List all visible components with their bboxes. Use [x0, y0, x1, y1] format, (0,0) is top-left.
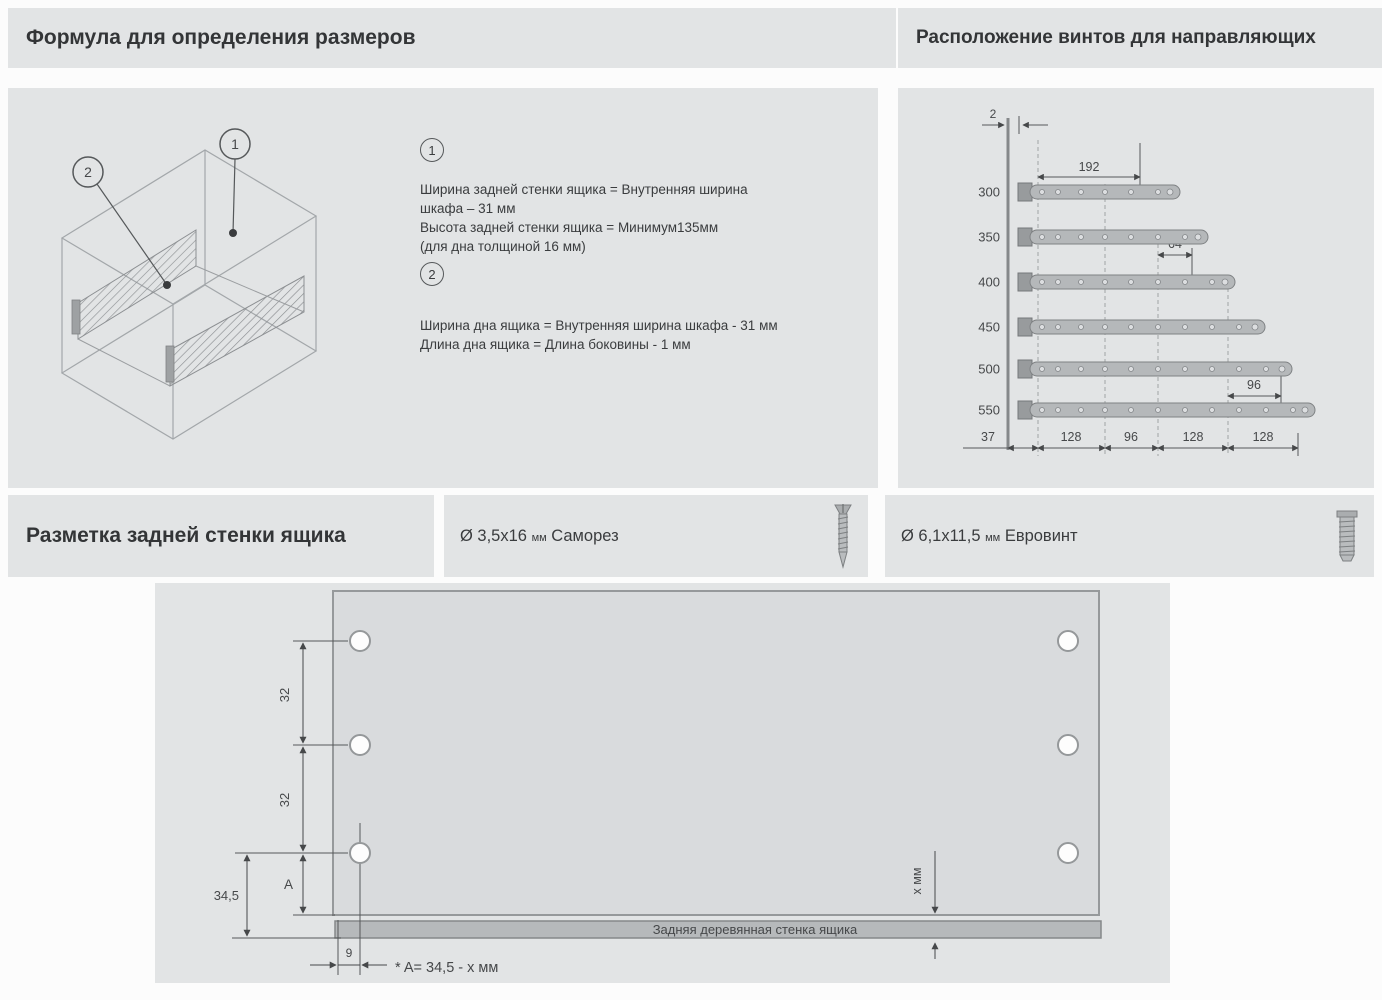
bottom-dim-labels	[981, 430, 1273, 444]
rail-diagram	[898, 88, 1374, 488]
callout-2-dot	[163, 281, 171, 289]
formula-line: (для дна толщиной 16 мм)	[420, 239, 586, 254]
hole-right-middle	[1058, 735, 1078, 755]
formula-note: * A= 34,5 - x мм	[395, 960, 499, 976]
header-screw-layout-text: Расположение винтов для направляющих	[916, 27, 1316, 48]
dim-128c-label: 128	[1252, 430, 1274, 444]
formula-line: Длина дна ящика = Длина боковины - 1 мм	[420, 337, 691, 352]
marking-title-panel	[8, 495, 434, 577]
callout-2	[73, 157, 171, 289]
dim-9-label: 9	[345, 946, 353, 960]
dim-2-label: 2	[989, 107, 997, 121]
hole-right-bottom	[1058, 843, 1078, 863]
header-screw-layout	[898, 8, 1382, 68]
rail-length-labels	[978, 185, 1000, 418]
bar-label: Задняя деревянная стенка ящика	[652, 922, 858, 937]
dim-32b-label: 32	[277, 792, 292, 808]
rail-label-300: 300	[978, 184, 1000, 200]
rail-label-450: 450	[978, 319, 1000, 335]
screw1-panel	[444, 495, 868, 577]
callout-1	[220, 129, 250, 237]
formula-line: Высота задней стенки ящика = Минимум135мм	[420, 220, 719, 235]
back-wall-diagram	[155, 583, 1170, 983]
back-wall-panel-rect	[333, 591, 1099, 915]
rail-label-350: 350	[978, 229, 1000, 245]
dim-32a-label: 32	[277, 687, 292, 703]
dim-128b-label: 128	[1182, 430, 1204, 444]
formula-text-1	[420, 180, 880, 256]
back-wall-marking-panel	[155, 583, 1170, 983]
callout-1-number: 1	[231, 136, 239, 152]
formula-text-2	[420, 316, 880, 354]
dim-345-label: 34,5	[213, 888, 239, 903]
hole-left-bottom	[350, 843, 370, 863]
dim-192-label: 192	[1078, 160, 1100, 174]
hole-right-top	[1058, 631, 1078, 651]
formula-callout-1-badge: 1	[420, 138, 444, 162]
rail-bracket-left	[72, 300, 80, 334]
rail-450	[1018, 318, 1265, 336]
dim-A-label: A	[283, 877, 293, 892]
rail-bracket-front	[166, 346, 174, 382]
formula-line: Ширина дна ящика = Внутренняя ширина шкафа - 31 мм	[420, 318, 778, 333]
rail-500	[1018, 360, 1292, 378]
drawer-panels	[72, 230, 304, 386]
dim-96-label: 96	[1247, 378, 1261, 392]
dim-37-label: 37	[981, 430, 995, 444]
screw2-text: Ø 6,1x11,5 мм Евровинт	[901, 526, 1078, 545]
callout-1-dot	[229, 229, 237, 237]
formula-line: шкафа – 31 мм	[420, 201, 516, 216]
rail-label-400: 400	[978, 274, 1000, 290]
dim-x-label: x мм	[910, 867, 924, 895]
callout-2-number: 2	[84, 164, 92, 180]
rail-400	[1018, 273, 1235, 291]
screw2-panel	[885, 495, 1374, 577]
rail-label-550: 550	[978, 402, 1000, 418]
header-formula-text: Формула для определения размеров	[26, 26, 416, 49]
marking-title-text: Разметка задней стенки ящика	[26, 524, 346, 547]
dim-96b-label: 96	[1124, 430, 1138, 444]
formula-panel	[8, 88, 878, 488]
formula-line: Ширина задней стенки ящика = Внутренняя ширина	[420, 182, 748, 197]
rail-550	[1018, 401, 1315, 419]
rail-label-500: 500	[978, 361, 1000, 377]
euro-screw-icon	[1334, 509, 1360, 563]
hole-left-top	[350, 631, 370, 651]
hole-left-middle	[350, 735, 370, 755]
header-formula	[8, 8, 896, 68]
rail-diagram-panel	[898, 88, 1374, 488]
dim-128a-label: 128	[1060, 430, 1082, 444]
rail-350	[1018, 228, 1208, 246]
left-dimensions	[247, 643, 303, 936]
formula-callout-2-badge: 2	[420, 262, 444, 286]
self-tapping-screw-icon	[832, 503, 854, 569]
rail-300	[1018, 183, 1180, 201]
screw1-text: Ø 3,5x16 мм Саморез	[460, 526, 619, 545]
